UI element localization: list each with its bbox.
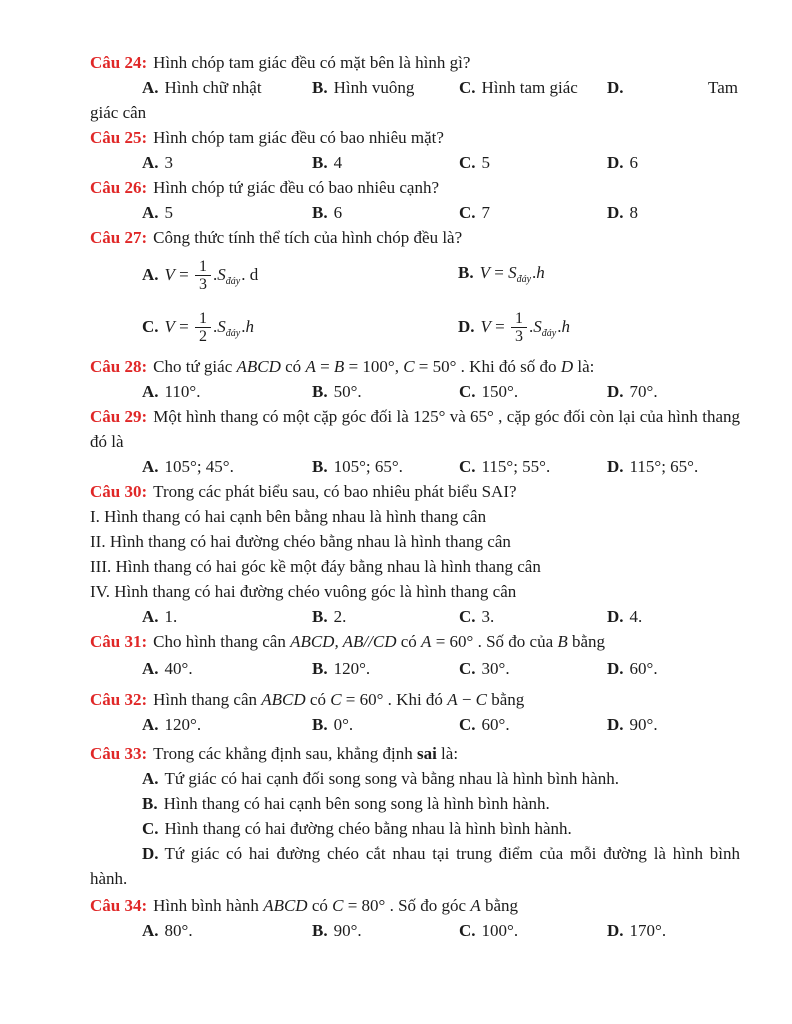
option-d: D. 70°. bbox=[607, 382, 658, 401]
question-body: Trong các phát biểu sau, có bao nhiêu phát biểu SAI? bbox=[153, 482, 517, 501]
option-c: C. 150°. bbox=[459, 382, 519, 401]
option-c: C. Hình thang có hai đường chéo bằng nhau là hình bình hành. bbox=[142, 819, 572, 838]
options-row bbox=[142, 918, 740, 943]
option-b: B. 90°. bbox=[312, 921, 362, 940]
statement-i: I. Hình thang có hai cạnh bên bằng nhau là hình thang cân bbox=[90, 507, 487, 526]
option-c: C. V = $\frac{1}{2}$ $.S_{đáy}.h$ bbox=[142, 310, 254, 346]
option-a: A. 110°. bbox=[142, 382, 201, 401]
option-d: D. 90°. bbox=[607, 715, 658, 734]
formula-b: $V = S_{đáy}.h$ bbox=[479, 263, 545, 285]
question-body: Cho hình thang cân ABCD, AB//CD có A = 60° . Số đo của B bằng bbox=[153, 632, 606, 651]
option-b: B. 105°; 65°. bbox=[312, 457, 403, 476]
question-34 bbox=[90, 893, 740, 943]
formula-row-1 bbox=[142, 250, 740, 302]
option-d: D. V = $\frac{1}{3}$ $.S_{đáy}.h$ bbox=[458, 310, 570, 346]
option-b: B. Hình thang có hai cạnh bên song song là hình bình hành. bbox=[142, 794, 550, 813]
formula-row-2 bbox=[142, 302, 740, 354]
question-text bbox=[90, 741, 740, 766]
options-row bbox=[142, 604, 740, 629]
option-b: B. 2. bbox=[312, 607, 347, 626]
options-row bbox=[142, 656, 740, 681]
question-text bbox=[90, 175, 740, 200]
option-c: C. 7 bbox=[459, 203, 491, 222]
option-c: C. 60°. bbox=[459, 715, 510, 734]
question-text bbox=[90, 893, 740, 918]
question-text bbox=[90, 50, 740, 75]
question-32 bbox=[90, 687, 740, 737]
question-text bbox=[90, 404, 740, 454]
option-d: D. 170°. bbox=[607, 921, 667, 940]
option-a: A. Tứ giác có hai cạnh đối song song và bằng nhau là hình bình hành. bbox=[142, 769, 619, 788]
question-text bbox=[90, 629, 740, 654]
option-a: A. 120°. bbox=[142, 715, 202, 734]
option-c: C. 30°. bbox=[459, 659, 510, 678]
question-body: Hình chóp tam giác đều có bao nhiêu mặt? bbox=[153, 128, 444, 147]
option-a: A. 3 bbox=[142, 153, 174, 172]
statement-iv: IV. Hình thang có hai đường chéo vuông góc là hình thang cân bbox=[90, 582, 517, 601]
option-c: C. 100°. bbox=[459, 921, 519, 940]
question-28 bbox=[90, 354, 740, 404]
question-body: Công thức tính thể tích của hình chóp đều là? bbox=[153, 228, 463, 247]
option-d: D. 8 bbox=[607, 203, 639, 222]
options-row bbox=[142, 712, 740, 737]
option-b: B. 4 bbox=[312, 153, 343, 172]
question-29 bbox=[90, 404, 740, 479]
option-c: C. 5 bbox=[459, 153, 491, 172]
formula-options bbox=[142, 250, 740, 354]
option-a: A. 105°; 45°. bbox=[142, 457, 234, 476]
question-body: Hình chóp tam giác đều có mặt bên là hình gì? bbox=[153, 53, 471, 72]
question-30 bbox=[90, 479, 740, 629]
option-a: A. V = $\frac{1}{3}$ $.S_{đáy}$. d bbox=[142, 258, 259, 294]
question-number: Câu 33: bbox=[90, 744, 148, 763]
statement-ii: II. Hình thang có hai đường chéo bằng nhau là hình thang cân bbox=[90, 532, 511, 551]
option-b: B. Hình vuông bbox=[312, 78, 415, 97]
question-text bbox=[90, 687, 740, 712]
question-body: Hình chóp tứ giác đều có bao nhiêu cạnh? bbox=[153, 178, 439, 197]
question-text bbox=[90, 225, 740, 250]
question-25 bbox=[90, 125, 740, 175]
option-d: D. 115°; 65°. bbox=[607, 457, 699, 476]
question-number: Câu 24: bbox=[90, 53, 148, 72]
option-c: C. 3. bbox=[459, 607, 495, 626]
question-number: Câu 27: bbox=[90, 228, 148, 247]
question-26 bbox=[90, 175, 740, 225]
question-number: Câu 30: bbox=[90, 482, 148, 501]
formula-c: V = $\frac{1}{2}$ $.S_{đáy}.h$ bbox=[164, 310, 254, 346]
option-b: B. 6 bbox=[312, 203, 343, 222]
option-b: B. 0°. bbox=[312, 715, 354, 734]
question-number: Câu 32: bbox=[90, 690, 148, 709]
option-a: A. 5 bbox=[142, 203, 174, 222]
question-27 bbox=[90, 225, 740, 354]
question-body: Trong các khẳng định sau, khẳng định sai là: bbox=[153, 744, 459, 763]
question-number: Câu 25: bbox=[90, 128, 148, 147]
options-row bbox=[142, 454, 740, 479]
question-number: Câu 28: bbox=[90, 357, 148, 376]
option-d: D. 60°. bbox=[607, 659, 658, 678]
statement-iii: III. Hình thang có hai góc kề một đáy bằng nhau là hình thang cân bbox=[90, 557, 541, 576]
question-24 bbox=[90, 50, 740, 125]
question-text bbox=[90, 354, 740, 379]
option-a: A. 80°. bbox=[142, 921, 193, 940]
question-body: Một hình thang có một cặp góc đối là 125° và 65° , cặp góc đối còn lại của hình thang đó là bbox=[90, 407, 740, 451]
option-b: B. 50°. bbox=[312, 382, 362, 401]
option-d: D. Tứ giác có hai đường chéo cắt nhau tại trung điểm của mỗi đường là hình bình hành. bbox=[90, 844, 740, 888]
question-body: Cho tứ giác ABCD có A = B = 100°, C = 50° . Khi đó số đo D là: bbox=[153, 357, 595, 376]
question-body: Hình thang cân ABCD có C = 60° . Khi đó A − C bằng bbox=[153, 690, 525, 709]
options-row bbox=[142, 200, 740, 225]
formula-d: V = $\frac{1}{3}$ $.S_{đáy}.h$ bbox=[480, 310, 570, 346]
option-a: A. Hình chữ nhật bbox=[142, 78, 262, 97]
formula-a: V = $\frac{1}{3}$ $.S_{đáy}$. d bbox=[164, 258, 259, 294]
question-body: Hình bình hành ABCD có C = 80° . Số đo góc A bằng bbox=[153, 896, 519, 915]
option-c: C. 115°; 55°. bbox=[459, 457, 551, 476]
option-d: D. 4. bbox=[607, 607, 643, 626]
option-b: B. 120°. bbox=[312, 659, 371, 678]
option-a: A. 40°. bbox=[142, 659, 193, 678]
option-d: D. Tam bbox=[607, 78, 738, 97]
question-number: Câu 26: bbox=[90, 178, 148, 197]
option-d: D. 6 bbox=[607, 153, 639, 172]
option-a: A. 1. bbox=[142, 607, 178, 626]
question-number: Câu 31: bbox=[90, 632, 148, 651]
question-number: Câu 29: bbox=[90, 407, 148, 426]
question-31 bbox=[90, 629, 740, 681]
options-row bbox=[142, 75, 740, 100]
option-b: B. $V = S_{đáy}.h$ bbox=[458, 263, 545, 285]
question-text bbox=[90, 479, 740, 504]
question-number: Câu 34: bbox=[90, 896, 148, 915]
options-row bbox=[142, 379, 740, 404]
question-33 bbox=[90, 741, 740, 891]
question-text bbox=[90, 125, 740, 150]
options-row bbox=[142, 150, 740, 175]
option-c: C. Hình tam giác bbox=[459, 78, 578, 97]
option-d-overflow: giác cân bbox=[90, 103, 147, 122]
